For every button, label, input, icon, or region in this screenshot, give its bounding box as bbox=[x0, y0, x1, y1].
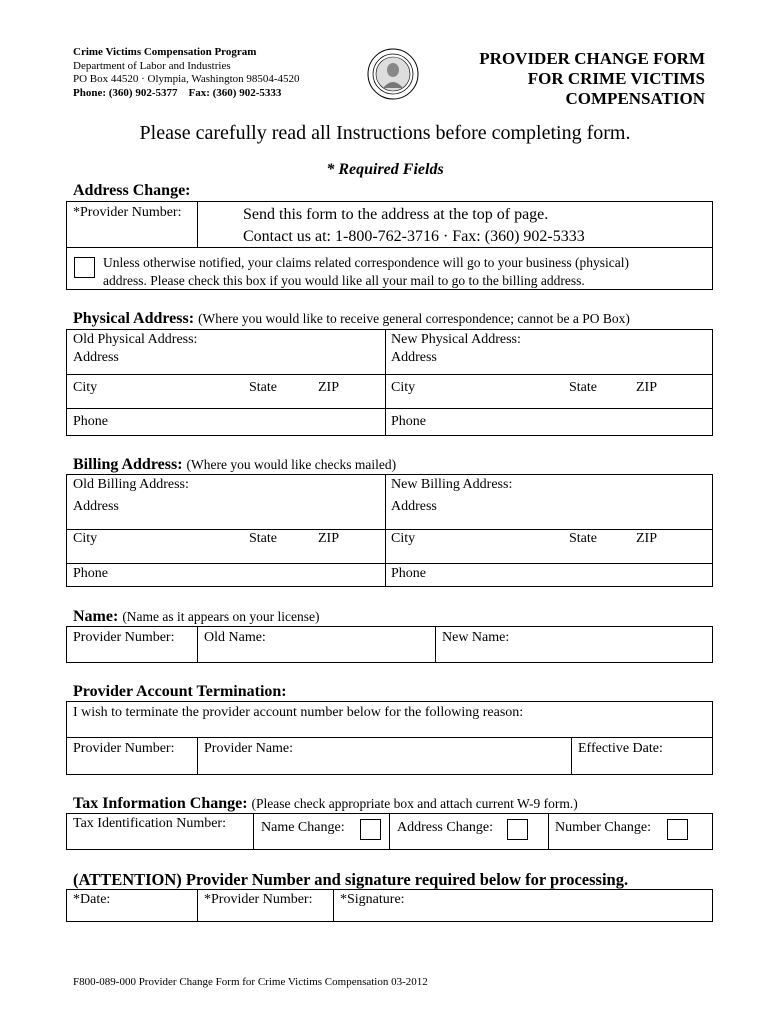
address-change-checkbox[interactable] bbox=[507, 819, 528, 840]
divider bbox=[571, 737, 572, 774]
org-block bbox=[73, 46, 300, 100]
provider-number-label: *Provider Number: bbox=[73, 205, 182, 220]
form-footer: F800-089-000 Provider Change Form for Crime Victims Compensation 03-2012 bbox=[73, 976, 428, 988]
old-billing-phone-field[interactable]: Phone bbox=[73, 566, 108, 581]
required-note: * Required Fields bbox=[326, 161, 444, 178]
physical-address-title: Physical Address: bbox=[73, 310, 195, 327]
signature-field[interactable]: *Signature: bbox=[340, 892, 405, 907]
attention-heading: (ATTENTION) Provider Number and signature required below for processing. bbox=[73, 870, 629, 889]
divider bbox=[197, 890, 198, 921]
state-seal-icon bbox=[367, 48, 419, 100]
billing-mail-checkbox[interactable] bbox=[74, 257, 95, 278]
old-physical-zip-field[interactable]: ZIP bbox=[318, 380, 339, 395]
billing-address-box bbox=[66, 474, 713, 587]
divider bbox=[67, 374, 712, 375]
new-physical-label: New Physical Address: bbox=[391, 332, 521, 347]
old-billing-label: Old Billing Address: bbox=[73, 477, 189, 492]
address-change-box bbox=[66, 201, 713, 290]
form-title-line2: FOR CRIME VICTIMS bbox=[527, 69, 705, 88]
send-line-1: Send this form to the address at the top of page. bbox=[243, 206, 549, 223]
tax-subtitle: (Please check appropriate box and attach current W-9 form.) bbox=[251, 796, 578, 811]
old-billing-state-field[interactable]: State bbox=[249, 531, 277, 546]
physical-address-box bbox=[66, 329, 713, 436]
termination-provider-number-field[interactable]: Provider Number: bbox=[73, 741, 175, 756]
tax-box bbox=[66, 813, 713, 850]
new-billing-city-field[interactable]: City bbox=[391, 531, 416, 546]
provider-number-field[interactable] bbox=[207, 203, 231, 243]
divider bbox=[197, 202, 198, 247]
mail-notice bbox=[103, 254, 629, 290]
new-billing-state-field[interactable]: State bbox=[569, 531, 597, 546]
send-instructions bbox=[243, 204, 585, 248]
divider bbox=[67, 737, 712, 738]
divider bbox=[385, 475, 386, 586]
name-provider-number-field[interactable]: Provider Number: bbox=[73, 630, 175, 645]
termination-provider-name-field[interactable]: Provider Name: bbox=[204, 741, 294, 756]
termination-heading: Provider Account Termination: bbox=[73, 683, 287, 700]
old-physical-state-field[interactable]: State bbox=[249, 380, 277, 395]
physical-address-heading bbox=[73, 310, 630, 328]
number-change-checkbox[interactable] bbox=[667, 819, 688, 840]
old-name-field[interactable]: Old Name: bbox=[204, 630, 266, 645]
instructions: Please carefully read all Instructions before completing form. bbox=[139, 122, 631, 144]
notice-line-1: Unless otherwise notified, your claims related correspondence will go to your business (physical) bbox=[103, 255, 629, 270]
physical-address-subtitle: (Where you would like to receive general correspondence; cannot be a PO Box) bbox=[198, 311, 630, 326]
name-box bbox=[66, 626, 713, 663]
new-billing-phone-field[interactable]: Phone bbox=[391, 566, 426, 581]
new-billing-address-field[interactable]: Address bbox=[391, 499, 437, 514]
new-physical-phone-field[interactable]: Phone bbox=[391, 414, 426, 429]
department: Department of Labor and Industries bbox=[73, 59, 231, 72]
effective-date-field[interactable]: Effective Date: bbox=[578, 741, 663, 756]
name-subtitle: (Name as it appears on your license) bbox=[122, 609, 320, 624]
billing-address-subtitle: (Where you would like checks mailed) bbox=[186, 457, 397, 472]
tax-title: Tax Information Change: bbox=[73, 795, 248, 812]
new-physical-state-field[interactable]: State bbox=[569, 380, 597, 395]
old-billing-zip-field[interactable]: ZIP bbox=[318, 531, 339, 546]
divider bbox=[333, 890, 334, 921]
divider bbox=[67, 563, 712, 564]
notice-line-2: address. Please check this box if you would like all your mail to go to the billing address. bbox=[103, 273, 585, 288]
divider bbox=[435, 627, 436, 662]
address-change-label: Address Change: bbox=[397, 820, 494, 835]
divider bbox=[67, 408, 712, 409]
form-title-line3: COMPENSATION bbox=[565, 89, 705, 108]
old-physical-phone-field[interactable]: Phone bbox=[73, 414, 108, 429]
name-change-checkbox[interactable] bbox=[360, 819, 381, 840]
billing-address-title: Billing Address: bbox=[73, 456, 183, 473]
tin-field[interactable]: Tax Identification Number: bbox=[73, 816, 226, 831]
termination-reason-field[interactable]: I wish to terminate the provider account number below for the following reason: bbox=[73, 705, 524, 720]
old-physical-label: Old Physical Address: bbox=[73, 332, 198, 347]
termination-box bbox=[66, 701, 713, 775]
form-title bbox=[440, 49, 705, 109]
address-change-heading: Address Change: bbox=[73, 182, 191, 199]
send-line-2: Contact us at: 1-800-762-3716 · Fax: (360) 902-5333 bbox=[243, 228, 585, 245]
tax-heading bbox=[73, 795, 578, 813]
attention-box bbox=[66, 889, 713, 922]
divider bbox=[389, 814, 390, 849]
new-billing-zip-field[interactable]: ZIP bbox=[636, 531, 657, 546]
new-physical-address-field[interactable]: Address bbox=[391, 350, 437, 365]
divider bbox=[67, 529, 712, 530]
new-name-field[interactable]: New Name: bbox=[442, 630, 510, 645]
old-billing-city-field[interactable]: City bbox=[73, 531, 98, 546]
divider bbox=[197, 627, 198, 662]
new-billing-label: New Billing Address: bbox=[391, 477, 513, 492]
divider bbox=[197, 737, 198, 774]
divider bbox=[385, 330, 386, 435]
form-title-line1: PROVIDER CHANGE FORM bbox=[479, 49, 705, 68]
old-physical-address-field[interactable]: Address bbox=[73, 350, 119, 365]
org-phone-fax: Phone: (360) 902-5377 Fax: (360) 902-5333 bbox=[73, 86, 282, 99]
new-physical-zip-field[interactable]: ZIP bbox=[636, 380, 657, 395]
org-address: PO Box 44520 · Olympia, Washington 98504-4520 bbox=[73, 73, 300, 85]
number-change-label: Number Change: bbox=[555, 820, 652, 835]
old-physical-city-field[interactable]: City bbox=[73, 380, 98, 395]
billing-address-heading bbox=[73, 456, 396, 474]
date-field[interactable]: *Date: bbox=[73, 892, 111, 907]
old-billing-address-field[interactable]: Address bbox=[73, 499, 119, 514]
divider bbox=[253, 814, 254, 849]
name-title: Name: bbox=[73, 608, 119, 625]
divider bbox=[548, 814, 549, 849]
org-name: Crime Victims Compensation Program bbox=[73, 46, 257, 58]
name-heading bbox=[73, 608, 320, 626]
new-physical-city-field[interactable]: City bbox=[391, 380, 416, 395]
attention-provider-number-field[interactable]: *Provider Number: bbox=[204, 892, 313, 907]
name-change-label: Name Change: bbox=[261, 820, 345, 835]
